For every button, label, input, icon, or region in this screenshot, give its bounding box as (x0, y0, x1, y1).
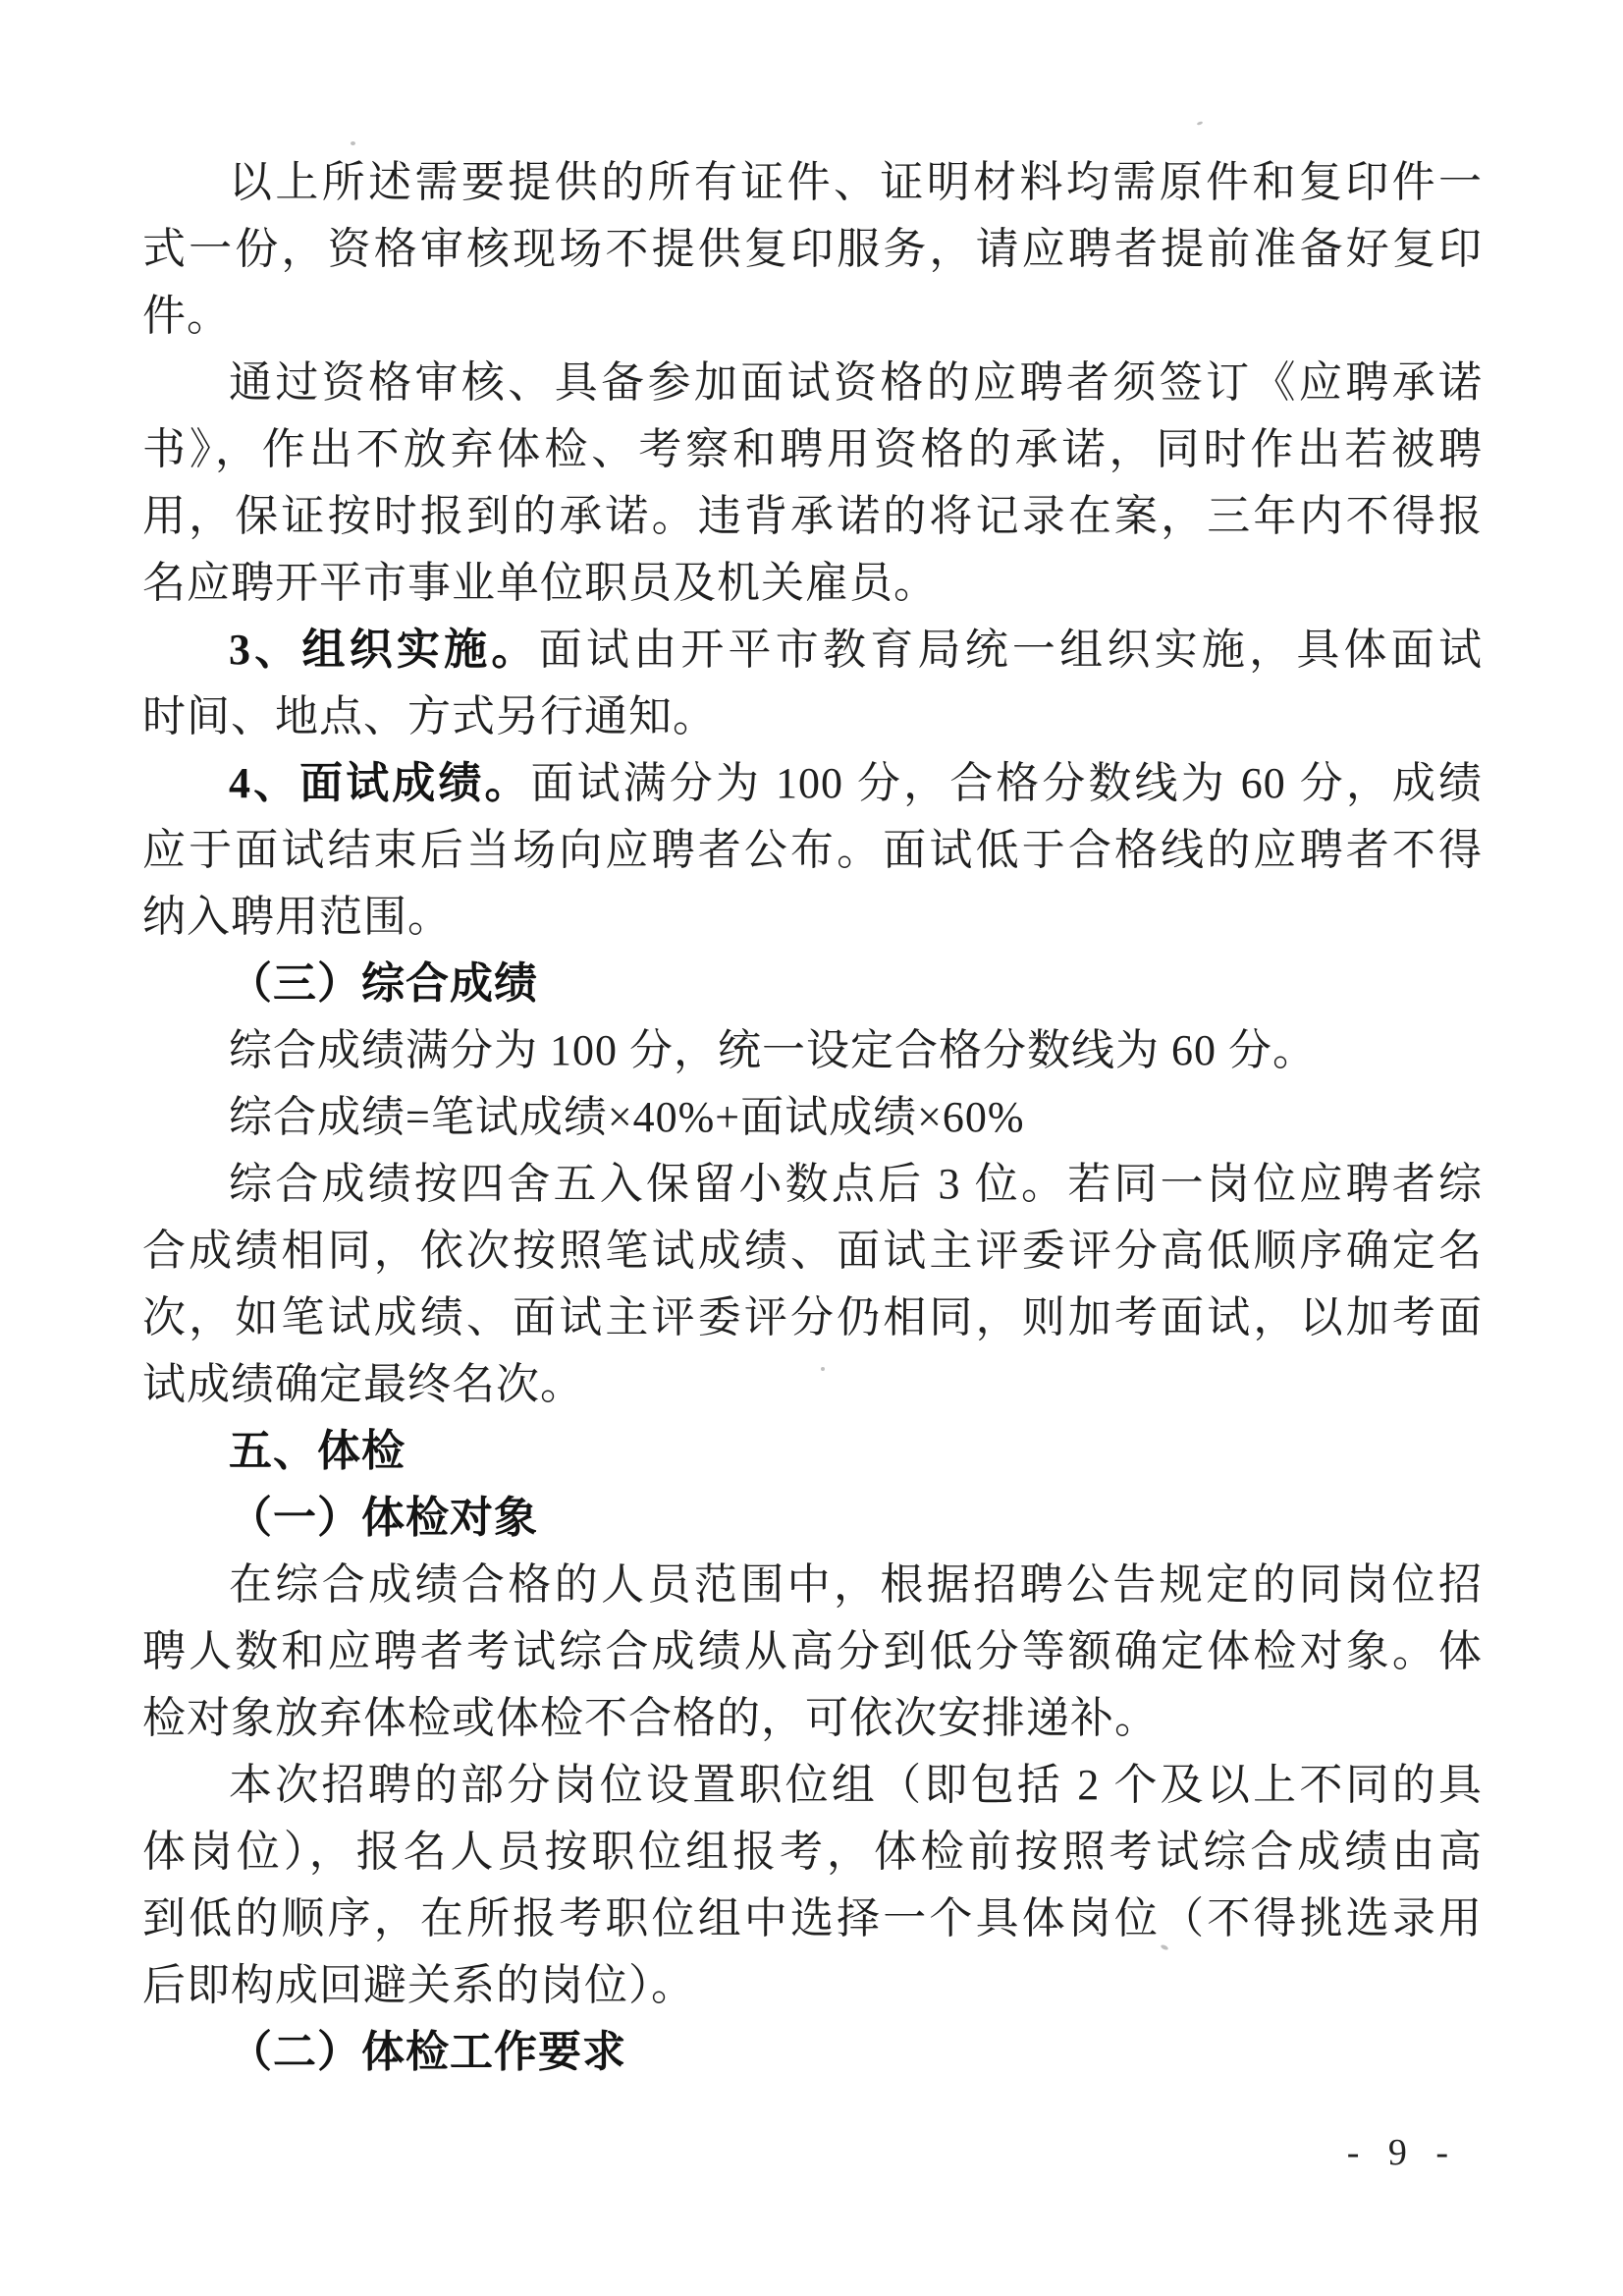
document-body (142, 149, 1483, 2086)
text-segment: 后即构成回避关系的岗位）。 (142, 1961, 695, 2009)
text-line (142, 1418, 1483, 1485)
text-line (142, 817, 1483, 884)
text-line (142, 1618, 1483, 1685)
text-line (142, 617, 1483, 683)
text-line (142, 1552, 1483, 1618)
text-segment: 体岗位），报名人员按职位组报考，体检前按照考试综合成绩由高 (142, 1828, 1483, 1876)
text-line (142, 216, 1483, 283)
text-line (142, 884, 1483, 951)
text-segment: 式一份，资格审核现场不提供复印服务，请应聘者提前准备好复印 (142, 225, 1483, 273)
text-segment: 以上所述需要提供的所有证件、证明材料均需原件和复印件一 (229, 158, 1483, 206)
text-segment: 试成绩确定最终名次。 (142, 1360, 584, 1408)
text-line (142, 1017, 1483, 1084)
text-line (142, 483, 1483, 550)
text-segment: 面试满分为 100 分，合格分数线为 60 分，成绩 (530, 759, 1484, 807)
text-line (142, 1351, 1483, 1418)
text-segment: 面试由开平市教育局统一组织实施，具体面试 (538, 626, 1484, 674)
heading-segment: （一）体检对象 (229, 1494, 538, 1542)
text-line (142, 1752, 1483, 1819)
page-number: - 9 - (1346, 2132, 1450, 2173)
text-line (142, 550, 1483, 617)
text-segment: 合成绩相同，依次按照笔试成绩、面试主评委评分高低顺序确定名 (142, 1227, 1483, 1275)
text-line (142, 1151, 1483, 1218)
text-segment: 名应聘开平市事业单位职员及机关雇员。 (142, 559, 938, 607)
text-line (142, 2019, 1483, 2086)
heading-segment: 3、组织实施。 (229, 626, 539, 674)
heading-segment: 4、面试成绩。 (229, 759, 531, 807)
heading-segment: （三）综合成绩 (229, 959, 538, 1008)
text-line (142, 149, 1483, 216)
text-line (142, 1285, 1483, 1351)
text-segment: 检对象放弃体检或体检不合格的，可依次安排递补。 (142, 1694, 1159, 1742)
text-line (142, 750, 1483, 817)
text-line (142, 1819, 1483, 1886)
text-line (142, 416, 1483, 483)
text-segment: 在综合成绩合格的人员范围中，根据招聘公告规定的同岗位招 (229, 1560, 1483, 1609)
text-segment: 次，如笔试成绩、面试主评委评分仍相同，则加考面试，以加考面 (142, 1293, 1483, 1341)
text-line (142, 283, 1483, 350)
text-line (142, 1886, 1483, 1952)
heading-segment: 五、体检 (229, 1427, 406, 1475)
text-line (142, 1218, 1483, 1285)
text-segment: 通过资格审核、具备参加面试资格的应聘者须签订《应聘承诺 (229, 358, 1483, 407)
text-line (142, 1685, 1483, 1752)
scan-artifact (1197, 121, 1204, 126)
text-segment: 综合成绩=笔试成绩×40%+面试成绩×60% (229, 1093, 1025, 1141)
text-line (142, 951, 1483, 1017)
text-segment: 聘人数和应聘者考试综合成绩从高分到低分等额确定体检对象。体 (142, 1627, 1483, 1675)
text-segment: 应于面试结束后当场向应聘者公布。面试低于合格线的应聘者不得 (142, 826, 1483, 874)
heading-segment: （二）体检工作要求 (229, 2028, 626, 2076)
text-line (142, 683, 1483, 750)
text-segment: 件。 (142, 292, 231, 340)
text-segment: 到低的顺序，在所报考职位组中选择一个具体岗位（不得挑选录用 (142, 1894, 1483, 1942)
text-segment: 综合成绩按四舍五入保留小数点后 3 位。若同一岗位应聘者综 (229, 1160, 1483, 1208)
text-line (142, 1084, 1483, 1151)
text-segment: 书》，作出不放弃体检、考察和聘用资格的承诺，同时作出若被聘 (142, 425, 1483, 473)
text-segment: 用，保证按时报到的承诺。违背承诺的将记录在案，三年内不得报 (142, 492, 1483, 540)
text-line (142, 350, 1483, 416)
text-segment: 综合成绩满分为 100 分，统一设定合格分数线为 60 分。 (229, 1026, 1317, 1074)
scan-artifact (351, 141, 355, 145)
scan-artifact (821, 1367, 825, 1371)
text-segment: 纳入聘用范围。 (142, 893, 452, 941)
text-segment: 时间、地点、方式另行通知。 (142, 692, 717, 740)
text-segment: 本次招聘的部分岗位设置职位组（即包括 2 个及以上不同的具 (229, 1761, 1483, 1809)
text-line (142, 1952, 1483, 2019)
text-line (142, 1485, 1483, 1552)
